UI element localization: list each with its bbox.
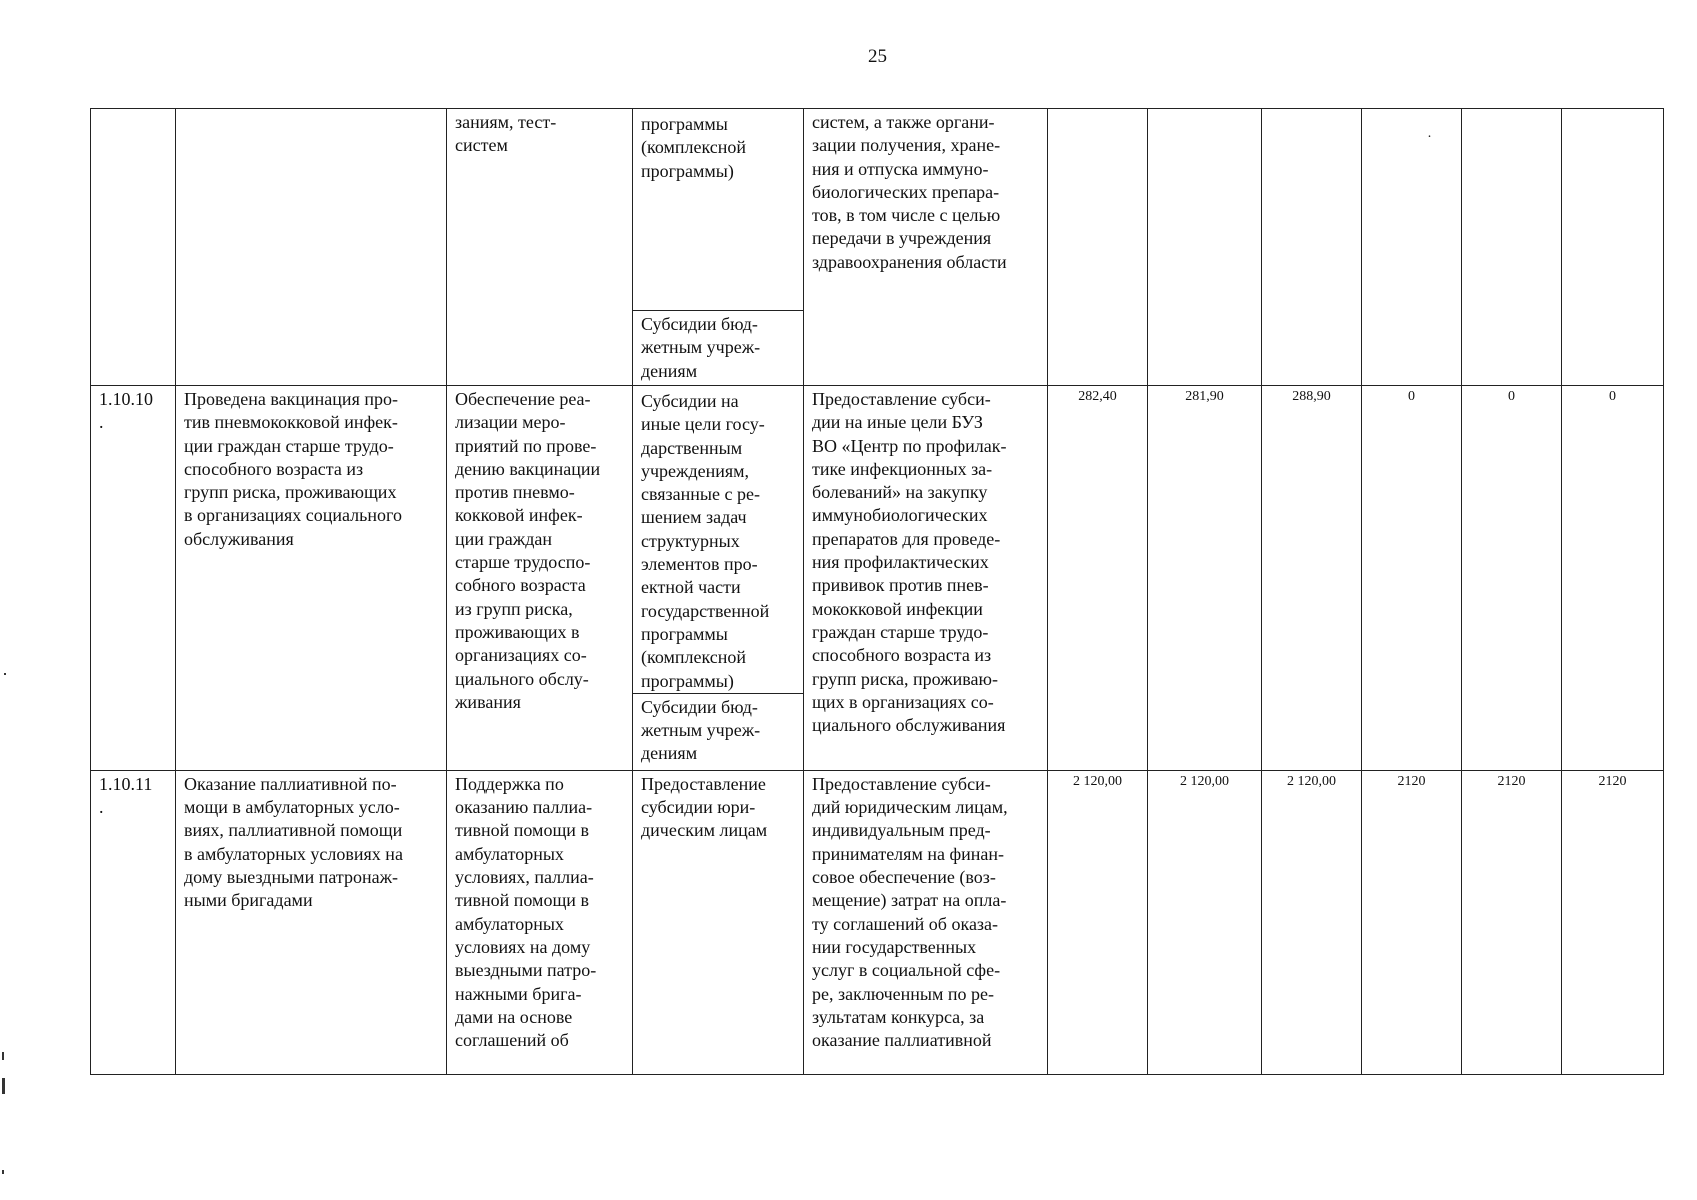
- value-cell: 0: [1362, 386, 1462, 771]
- scan-artifact: [2, 1052, 4, 1060]
- table-row: [91, 770, 1664, 1074]
- scan-artifact: [4, 673, 6, 675]
- row-measure: Поддержка по оказанию паллиа- тивной помощи в амбулаторных условиях, паллиа- тивной помощи в амбулаторных условиях на дому выездными патро- нажными брига- дами на основе соглашений об: [447, 770, 633, 1074]
- subsidy-top: Субсидии на иные цели госу- дарственным учреждениям, связанные с ре- шением задач структурных элементов про- ектной части государственной программы (комплексной программы): [641, 391, 770, 691]
- value-cell: 282,40: [1048, 386, 1148, 771]
- value-cell: [1262, 109, 1362, 386]
- subsidy-bottom: Субсидии бюд- жетным учреж- дениям: [633, 310, 803, 383]
- row-code-dot: .: [99, 797, 104, 818]
- value-cell: 2 120,00: [1048, 770, 1148, 1074]
- row-subsidy: [633, 386, 804, 771]
- row-description: Предоставление субси- дии на иные цели БУЗ ВО «Центр по профилак- тике инфекционных за- болеваний» на закупку иммунобиологических препаратов для проведе- ния профилактических прививок против пнев- мококковой инфекции граждан старше трудо- способного возраста из групп риска, проживаю- щих в организациях со- циального обслуживания: [804, 386, 1048, 771]
- scan-artifact: [2, 1078, 5, 1094]
- scan-artifact: [2, 1170, 4, 1174]
- value-cell: 2120: [1562, 770, 1664, 1074]
- row-code: [91, 386, 176, 771]
- row-code: [91, 109, 176, 386]
- stray-mark: .: [1427, 126, 1432, 141]
- row-code-number: 1.10.10: [99, 389, 153, 409]
- row-name: Проведена вакцинация про- тив пневмококковой инфек- ции граждан старше трудо- способного возраста из групп риска, проживающих в организациях социального обслуживания: [176, 386, 447, 771]
- value-cell: 2 120,00: [1262, 770, 1362, 1074]
- value-cell: 2120: [1462, 770, 1562, 1074]
- value-cell: [1148, 109, 1262, 386]
- value-cell: 0: [1462, 386, 1562, 771]
- value-cell: [1462, 109, 1562, 386]
- row-measure: заниям, тест- систем: [447, 109, 633, 386]
- value-cell: 281,90: [1148, 386, 1262, 771]
- value-cell: 288,90: [1262, 386, 1362, 771]
- row-code: [91, 770, 176, 1074]
- table-row: [91, 109, 1664, 386]
- row-code-number: 1.10.11: [99, 773, 153, 794]
- row-subsidy: Предоставление субсидии юри- дическим лицам: [633, 770, 804, 1074]
- value-cell: [1048, 109, 1148, 386]
- program-table: [90, 108, 1664, 1075]
- value-cell: 2120: [1362, 770, 1462, 1074]
- row-description: систем, а также органи- зации получения, хране- ния и отпуска иммуно- биологических препара- тов, в том числе с целью передачи в учреждения здравоохранения области: [804, 109, 1048, 386]
- value-cell: 0: [1562, 386, 1664, 771]
- row-description: Предоставление субси- дий юридическим лицам, индивидуальным пред- принимателям на финан- совое обеспечение (воз- мещение) затрат на опла- ту соглашений об оказа- нии государственных услуг в социальной сфе- ре, заключенным по ре- зультатам конкурса, за оказание паллиативной: [804, 770, 1048, 1074]
- row-name: [176, 109, 447, 386]
- value-cell: 2 120,00: [1148, 770, 1262, 1074]
- page-number: 25: [868, 46, 887, 67]
- row-code-dot: .: [99, 412, 104, 433]
- row-name: Оказание паллиативной по- мощи в амбулаторных усло- виях, паллиативной помощи в амбулаторных условиях на дому выездными патронаж- ными бригадами: [176, 770, 447, 1074]
- subsidy-top: программы (комплексной программы): [641, 114, 747, 181]
- row-subsidy: [633, 109, 804, 386]
- table-row: [91, 386, 1664, 771]
- value-cell: [1562, 109, 1664, 386]
- subsidy-bottom: Субсидии бюд- жетным учреж- дениям: [633, 693, 803, 768]
- row-measure: Обеспечение реа- лизации меро- приятий по прове- дению вакцинации против пневмо- кокковой инфек- ции граждан старше трудоспо- собного возраста из групп риска, проживающих в организациях со- циального обслу- живания: [447, 386, 633, 771]
- value-cell: [1362, 109, 1462, 386]
